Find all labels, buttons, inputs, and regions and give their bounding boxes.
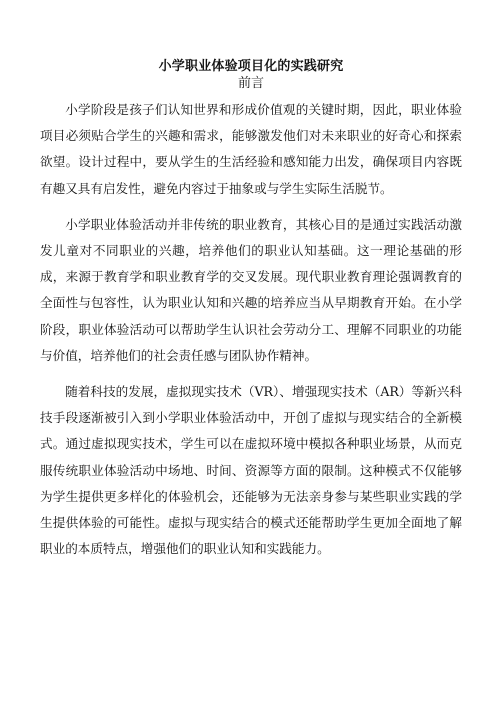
paragraph-2: 小学职业体验活动并非传统的职业教育，其核心目的是通过实践活动激发儿童对不同职业的兴趣，培养他们的职业认知基础。这一理论基础的形成，来源于教育学和职业教育学的交叉发展。现代职业教育理论强调教育的全面性与包容性，认为职业认知和兴趣的培养应当从早期教育开始。在小学阶段，职业体验活动可以帮助学生认识社会劳动分工、理解不同职业的功能与价值，培养他们的社会责任感与团队协作精神。: [40, 216, 462, 363]
paragraph-3: 随着科技的发展，虚拟现实技术（VR）、增强现实技术（AR）等新兴科技手段逐渐被引入到小学职业体验活动中，开创了虚拟与现实结合的全新模式。通过虚拟现实技术，学生可以在虚拟环境中模拟各种职业场景，从而克服传统职业体验活动中场地、时间、资源等方面的限制。这种模式不仅能够为学生提供更多样化的体验机会，还能够为无法亲身参与某些职业实践的学生提供体验的可能性。虚拟与现实结合的模式还能帮助学生更加全面地了解职业的本质特点，增强他们的职业认知和实践能力。: [40, 384, 462, 557]
document-subtitle: 前言: [237, 76, 264, 91]
document-title: 小学职业体验项目化的实践研究: [158, 59, 344, 74]
paragraph-1: 小学阶段是孩子们认知世界和形成价值观的关键时期，因此，职业体验项目必须贴合学生的兴趣和需求，能够激发他们对未来职业的好奇心和探索欲望。设计过程中，要从学生的生活经验和感知能力出发，确保项目内容既有趣又具有启发性，避免内容过于抽象或与学生实际生活脱节。: [40, 102, 462, 196]
